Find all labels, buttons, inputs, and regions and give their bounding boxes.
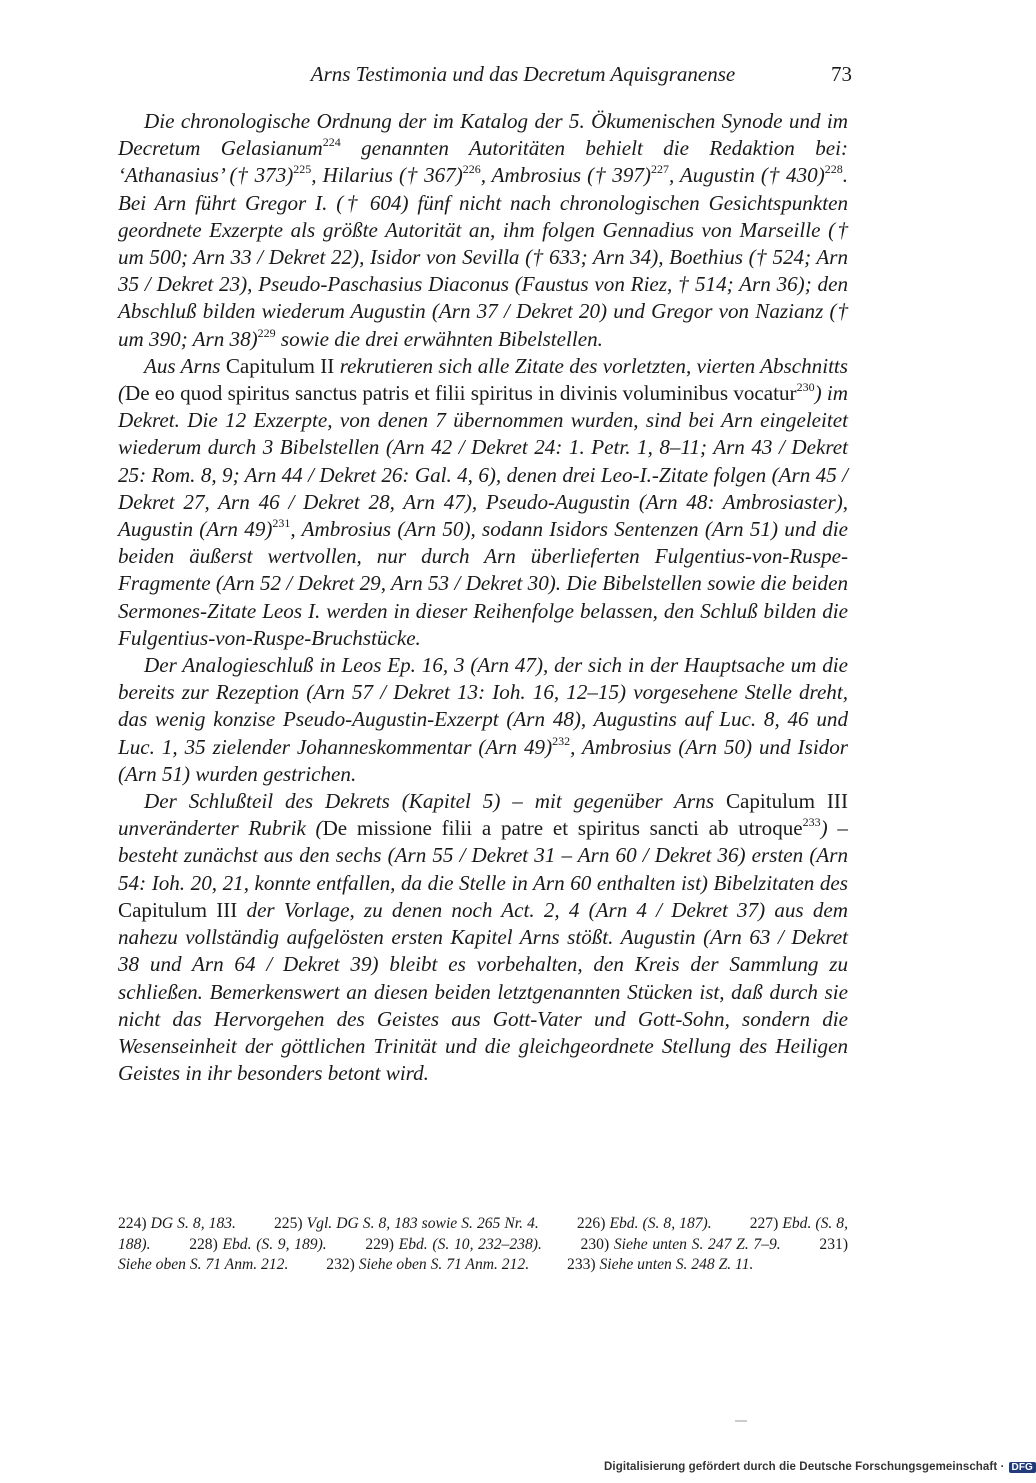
footnote-reference: 231 (272, 516, 291, 531)
paragraph (118, 353, 848, 652)
footnote-text: Siehe oben S. 71 Anm. 212. (358, 1256, 530, 1273)
footnote (189, 1236, 326, 1253)
text-run: , Ambrosius (Arn 50), sodann Isidors Sentenzen (Arn 51) und die beiden äußerst wertvollen, nur durch Arn überlieferten Fulgentius-von-Ruspe-Fragmente (Arn 52 / Dekret 29, Arn 53 / Dekret 30). Die Bibelstellen sowie die beiden Sermones-Zitate Leos I. werden in dieser Reihenfolge belassen, den Schluß bilden die Fulgentius-von-Ruspe-Bruchstücke. (118, 517, 848, 650)
text-run: Der Schlußteil des Dekrets (Kapitel 5) – mit gegenüber Arns (144, 789, 726, 814)
footnote (581, 1236, 781, 1253)
footnote-number: 226) (576, 1215, 610, 1232)
footnote-reference: 227 (650, 162, 669, 177)
text-run: rekrutieren sich alle Zitate des vorletzten, vierten Abschnitts ( (118, 353, 849, 406)
text-run: Aus Arns (144, 353, 226, 378)
footnote-text: Ebd. (S. 9, 189). (222, 1235, 327, 1253)
footnote-text: Vgl. DG S. 8, 183 sowie S. 265 Nr. 4. (306, 1215, 539, 1232)
digitization-credit (604, 1461, 1036, 1473)
footnote-text: Siehe unten S. 247 Z. 7–9. (613, 1235, 781, 1253)
footnote-reference: 224 (322, 135, 341, 150)
text-run: unveränderter Rubrik ( (118, 816, 323, 841)
paragraph (118, 788, 848, 1087)
text-run: der Vorlage, zu denen noch Act. 2, 4 (Arn 4 / Dekret 37) aus dem nahezu vollständig aufgelösten ersten Kapitel Arns stößt. Augustin (Arn 63 / Dekret 38 und Arn 64 / Dekret 39) bleibt es vorbehalten, den Kreis der Sammlung zu schließen. Bemerkenswert an diesen beiden letztgenannten Stücken ist, daß durch sie nicht das Hervorgehen des Geistes aus Gott-Vater und Gott-Sohn, sondern die Wesenseinheit der göttlichen Trinität und die gleichgeordnete Stellung des Heiligen Geistes in ihr besonders betont wird. (118, 897, 848, 1086)
footnote-text: Ebd. (S. 10, 232–238). (398, 1235, 542, 1253)
text-run: , Augustin († 430) (668, 163, 825, 188)
footnote-reference: 226 (462, 162, 481, 177)
running-title: Arns Testimonia und das Decretum Aquisgranense (310, 62, 736, 86)
footnotes (118, 1214, 848, 1276)
text-run: , Hilarius († 367) (311, 163, 463, 188)
text-run: ) im Dekret. Die 12 Exzerpte, von denen 7 übernommen wurden, sind bei Arn eingeleitet wiederum durch 3 Bibelstellen (Arn 42 / Dekret 24: 1. Petr. 1, 8–11; Arn 43 / Dekret 25: Rom. 8, 9; Arn 44 / Dekret 26: Gal. 4, 6), denen drei Leo-I.-Zitate folgen (Arn 45 / Dekret 27, Arn 46 / Dekret 28, Arn 47), Pseudo-Augustin (Arn 48: Ambrosiaster), Augustin (Arn 49) (118, 381, 848, 542)
text-run: , Ambrosius († 397) (480, 163, 651, 188)
footnote-number: 232) (326, 1256, 359, 1273)
text-run: Die chronologische Ordnung der im Katalog der 5. Ökumenischen Synode und im Decretum Gelasianum (118, 109, 848, 161)
roman-text: Capitulum III (725, 789, 848, 814)
footnote-number: 228) (189, 1235, 223, 1253)
text-run: sowie die drei erwähnten Bibelstellen. (275, 326, 603, 351)
footnote-text: Siehe unten S. 248 Z. 11. (599, 1256, 754, 1273)
footnote (118, 1215, 236, 1232)
roman-text: Capitulum II (225, 353, 335, 378)
footnote-reference: 232 (552, 733, 571, 748)
footnote-number: 225) (274, 1215, 307, 1232)
footnote-number: 224) (118, 1215, 151, 1232)
footnote (365, 1236, 541, 1253)
page-number: 73 (831, 62, 852, 86)
footnote-reference: 230 (796, 380, 815, 394)
footnote (326, 1256, 529, 1273)
footnote-number: 233) (567, 1256, 600, 1273)
footnote-number: 227) (749, 1215, 783, 1232)
dfg-logo: DFG (1009, 1462, 1036, 1473)
paragraph (118, 108, 848, 353)
footnote (274, 1215, 539, 1232)
footnote-text: Siehe oben S. 71 Anm. 212. (118, 1256, 289, 1273)
footnote-text: DG S. 8, 183. (150, 1215, 236, 1232)
footnote (567, 1256, 753, 1273)
footnote-text: Ebd. (S. 8, 187). (609, 1215, 712, 1232)
text-run: genannten Autoritäten behielt die Redaktion bei: ‘Athanasius’ († 373) (118, 136, 849, 188)
text-run: . Bei Arn führt Gregor I. († 604) fünf nicht nach chronologischen Gesichtspunkten geordnete Exzerpte als größte Autorität an, ihm folgen Gennadius von Marseille († um 500; Arn 33 / Dekret 22), Isidor von Sevilla († 633; Arn 34), Boethius († 524; Arn 35 / Dekret 23), Pseudo-Paschasius Diaconus (Faustus von Riez, † 514; Arn 36); den Abschluß bilden wiederum Augustin (Arn 37 / Dekret 20) und Gregor von Nazianz († um 390; Arn 38) (118, 163, 848, 351)
roman-text: De missione filii a patre et spiritus sancti ab utroque (322, 816, 803, 841)
credit-text: Digitalisierung gefördert durch die Deutsche Forschungsgemeinschaft · (604, 1461, 1005, 1473)
footnote-reference: 233 (802, 815, 821, 830)
roman-text: De eo quod spiritus sanctus patris et filii spiritus in divinis voluminibus vocatur (125, 381, 797, 406)
footnote-reference: 228 (824, 162, 843, 177)
roman-text: Capitulum III (118, 897, 238, 922)
footnote-number: 231) (819, 1235, 849, 1253)
footnote-reference: 229 (257, 325, 276, 340)
footnote-number: 230) (580, 1235, 614, 1253)
footnote-number: 229) (365, 1235, 399, 1253)
main-text (118, 108, 848, 1087)
text-run: ) – besteht zunächst aus den sechs (Arn 55 / Dekret 31 – Arn 60 / Dekret 36) ersten (Arn 54: Ioh. 20, 21, konnte entfallen, da die Stelle in Arn 60 enthalten ist) Bibelzitaten des (118, 816, 848, 895)
text-run: Der Analogieschluß in Leos Ep. 16, 3 (Arn 47), der sich in der Hauptsache um die bereits zur Rezeption (Arn 57 / Dekret 13: Ioh. 16, 12–15) vorgesehene Stelle dreht, das wenig konzise Pseudo-Augustin-Exzerpt (Arn 48), Augustins auf Luc. 8, 46 und Luc. 1, 35 zielender Johanneskommentar (Arn 49) (118, 653, 848, 759)
scan-speck (735, 1420, 747, 1422)
paragraph (118, 652, 848, 788)
footnote (577, 1215, 712, 1232)
footnote-reference: 225 (293, 162, 312, 177)
text-run: , Ambrosius (Arn 50) und Isidor (Arn 51) wurden gestrichen. (118, 734, 848, 786)
footnote-text: Ebd. (S. 8, 188). (118, 1215, 849, 1253)
